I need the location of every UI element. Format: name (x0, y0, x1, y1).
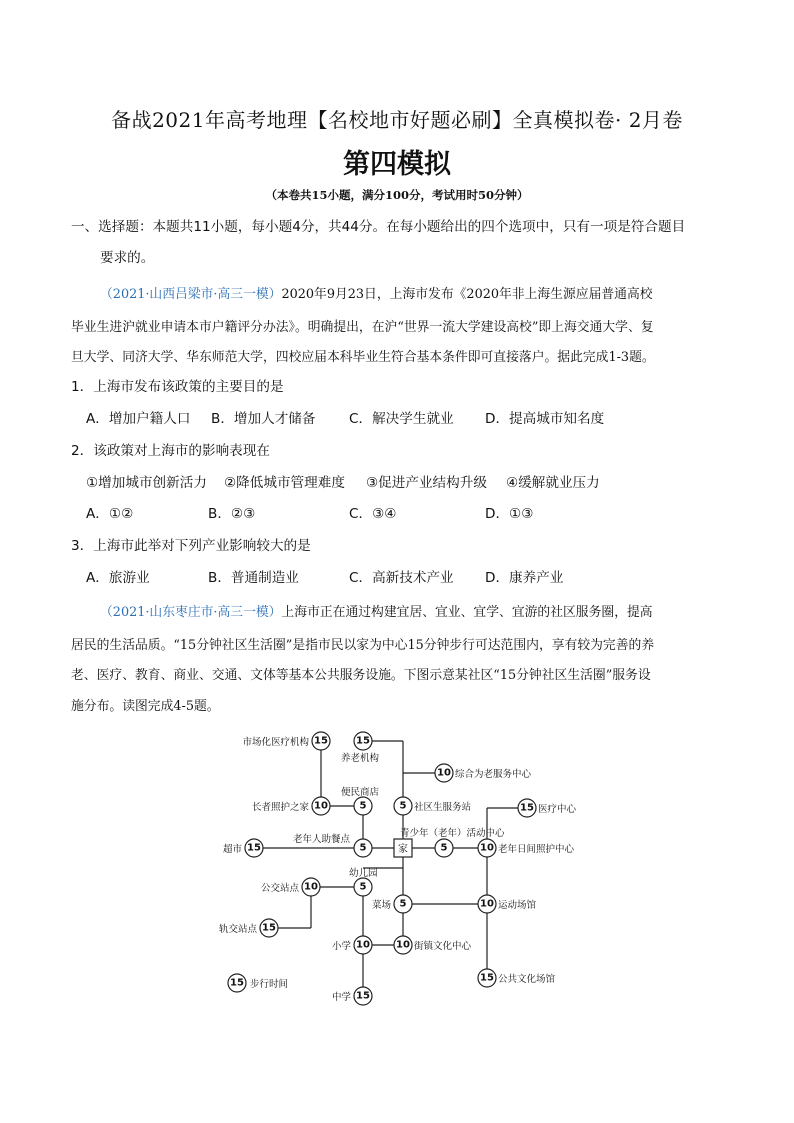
group2-source: （2021·山东枣庄市·高三一模） (100, 605, 282, 620)
map-node-minutes: 15 (356, 735, 370, 747)
group1-intro: （2021·山西吕梁市·高三一模）2020年9月23日，上海市发布《2020年非上海生源应届普通高校 (100, 287, 653, 302)
q2-option-d[interactable]: D．①③ (485, 506, 534, 522)
q2-item-2: ②降低城市管理难度 (224, 475, 345, 491)
map-node-minutes: 5 (359, 800, 367, 812)
paper-title: 备战2021年高考地理【名校地市好题必刷】全真模拟卷· 2月卷 (111, 108, 683, 132)
q3-options (86, 568, 563, 588)
map-node-minutes: 5 (359, 881, 367, 893)
section-instruction-cont: 要求的。 (100, 250, 155, 266)
map-node-label: 医疗中心 (538, 804, 577, 815)
map-node-label: 公共文化场馆 (498, 974, 556, 985)
map-node-label: 社区生服务站 (414, 802, 472, 813)
q2-options (86, 504, 533, 524)
group2-line2: 居民的生活品质。“15分钟社区生活圈”是指市民以家为中心15分钟步行可达范围内，享有较为完善的养 (71, 638, 655, 653)
q1-option-d[interactable]: D．提高城市知名度 (485, 411, 605, 427)
group1-source: （2021·山西吕梁市·高三一模） (100, 287, 282, 302)
q1-option-c[interactable]: C．解决学生就业 (349, 411, 454, 427)
map-node-minutes: 10 (304, 881, 318, 893)
q2-item-3: ③促进产业结构升级 (366, 475, 487, 491)
group2-line3: 老、医疗、教育、商业、交通、文体等基本公共服务设施。下图示意某社区“15分钟社区生活圈”服务设 (71, 668, 651, 683)
group1-line3: 旦大学、同济大学、华东师范大学，四校应届本科毕业生符合基本条件即可直接落户。据此完成1-3题。 (71, 350, 655, 365)
map-node-label: 街镇文化中心 (414, 941, 472, 952)
map-node-label: 菜场 (371, 900, 391, 911)
map-node-label: 老年人助餐点 (292, 834, 350, 845)
map-node-minutes: 5 (399, 800, 407, 812)
q1-option-b[interactable]: B．增加人才储备 (211, 411, 316, 427)
q2-items (86, 473, 600, 493)
map-node-minutes: 10 (396, 939, 410, 951)
legend-value: 15 (230, 977, 244, 989)
q2-item-4: ④缓解就业压力 (506, 475, 600, 491)
q3-option-c[interactable]: C．高新技术产业 (349, 570, 454, 586)
map-node-label: 公交站点 (260, 883, 299, 894)
q2-option-a[interactable]: A．①② (86, 506, 134, 522)
q2-option-c[interactable]: C．③④ (349, 506, 397, 522)
q3-option-d[interactable]: D．康养产业 (485, 570, 564, 586)
map-node-label: 综合为老服务中心 (455, 769, 532, 780)
map-node-minutes: 5 (359, 842, 367, 854)
map-node-minutes: 15 (356, 990, 370, 1002)
map-node-minutes: 15 (247, 842, 261, 854)
map-node-label: 养老机构 (341, 753, 380, 764)
map-node-minutes: 5 (399, 898, 407, 910)
legend-label: 步行时间 (250, 979, 289, 990)
group2-line4: 施分布。读图完成4-5题。 (71, 699, 220, 714)
map-node-label: 中学 (331, 992, 351, 1003)
group2-intro: （2021·山东枣庄市·高三一模）上海市正在通过构建宜居、宜业、宜学、宜游的社区服务圈，提高 (100, 605, 653, 620)
q2-option-b[interactable]: B．②③ (208, 506, 256, 522)
group1-line2: 毕业生进沪就业申请本市户籍评分办法》。明确提出，在沪“世界一流大学建设高校”即上海交通大学、复 (71, 320, 654, 335)
map-node-minutes: 10 (314, 800, 328, 812)
map-node-minutes: 15 (262, 922, 276, 934)
q2-item-1: ①增加城市创新活力 (86, 475, 207, 491)
q1-stem: 1．上海市发布该政策的主要目的是 (71, 379, 284, 395)
map-node-minutes: 10 (356, 939, 370, 951)
home-label: 家 (398, 844, 408, 855)
q1-option-a[interactable]: A．增加户籍人口 (86, 411, 191, 427)
map-node-label: 小学 (331, 941, 351, 952)
map-node-minutes: 10 (437, 767, 451, 779)
map-node-minutes: 15 (520, 802, 534, 814)
q3-option-a[interactable]: A．旅游业 (86, 570, 150, 586)
map-node-label: 长者照护之家 (251, 802, 309, 813)
map-node-minutes: 10 (480, 898, 494, 910)
exam-note: （本卷共15小题，满分100分，考试用时50分钟） (265, 188, 529, 202)
map-node-label: 超市 (222, 844, 242, 855)
map-node-label: 幼儿园 (349, 868, 378, 879)
map-node-label: 市场化医疗机构 (242, 737, 309, 748)
map-node-label: 便民商店 (341, 787, 380, 798)
map-node-minutes: 10 (480, 842, 494, 854)
map-node-minutes: 15 (314, 735, 328, 747)
map-node-label: 轨交站点 (218, 924, 257, 935)
map-node-minutes: 15 (480, 972, 494, 984)
q2-stem: 2．该政策对上海市的影响表现在 (71, 443, 270, 459)
q3-option-b[interactable]: B．普通制造业 (208, 570, 299, 586)
map-node-minutes: 5 (440, 842, 448, 854)
q3-stem: 3．上海市此举对下列产业影响较大的是 (71, 538, 311, 554)
section-instruction: 一、选择题：本题共11小题，每小题4分，共44分。在每小题给出的四个选项中，只有一项是符合题目 (71, 219, 686, 235)
paper-subtitle: 第四模拟 (343, 149, 451, 180)
q1-options (86, 409, 604, 429)
life-circle-map (215, 728, 595, 1013)
map-node-label: 青少年（老年）活动中心 (400, 828, 505, 839)
map-node-label: 运动场馆 (498, 900, 537, 911)
map-node-label: 老年日间照护中心 (498, 844, 575, 855)
